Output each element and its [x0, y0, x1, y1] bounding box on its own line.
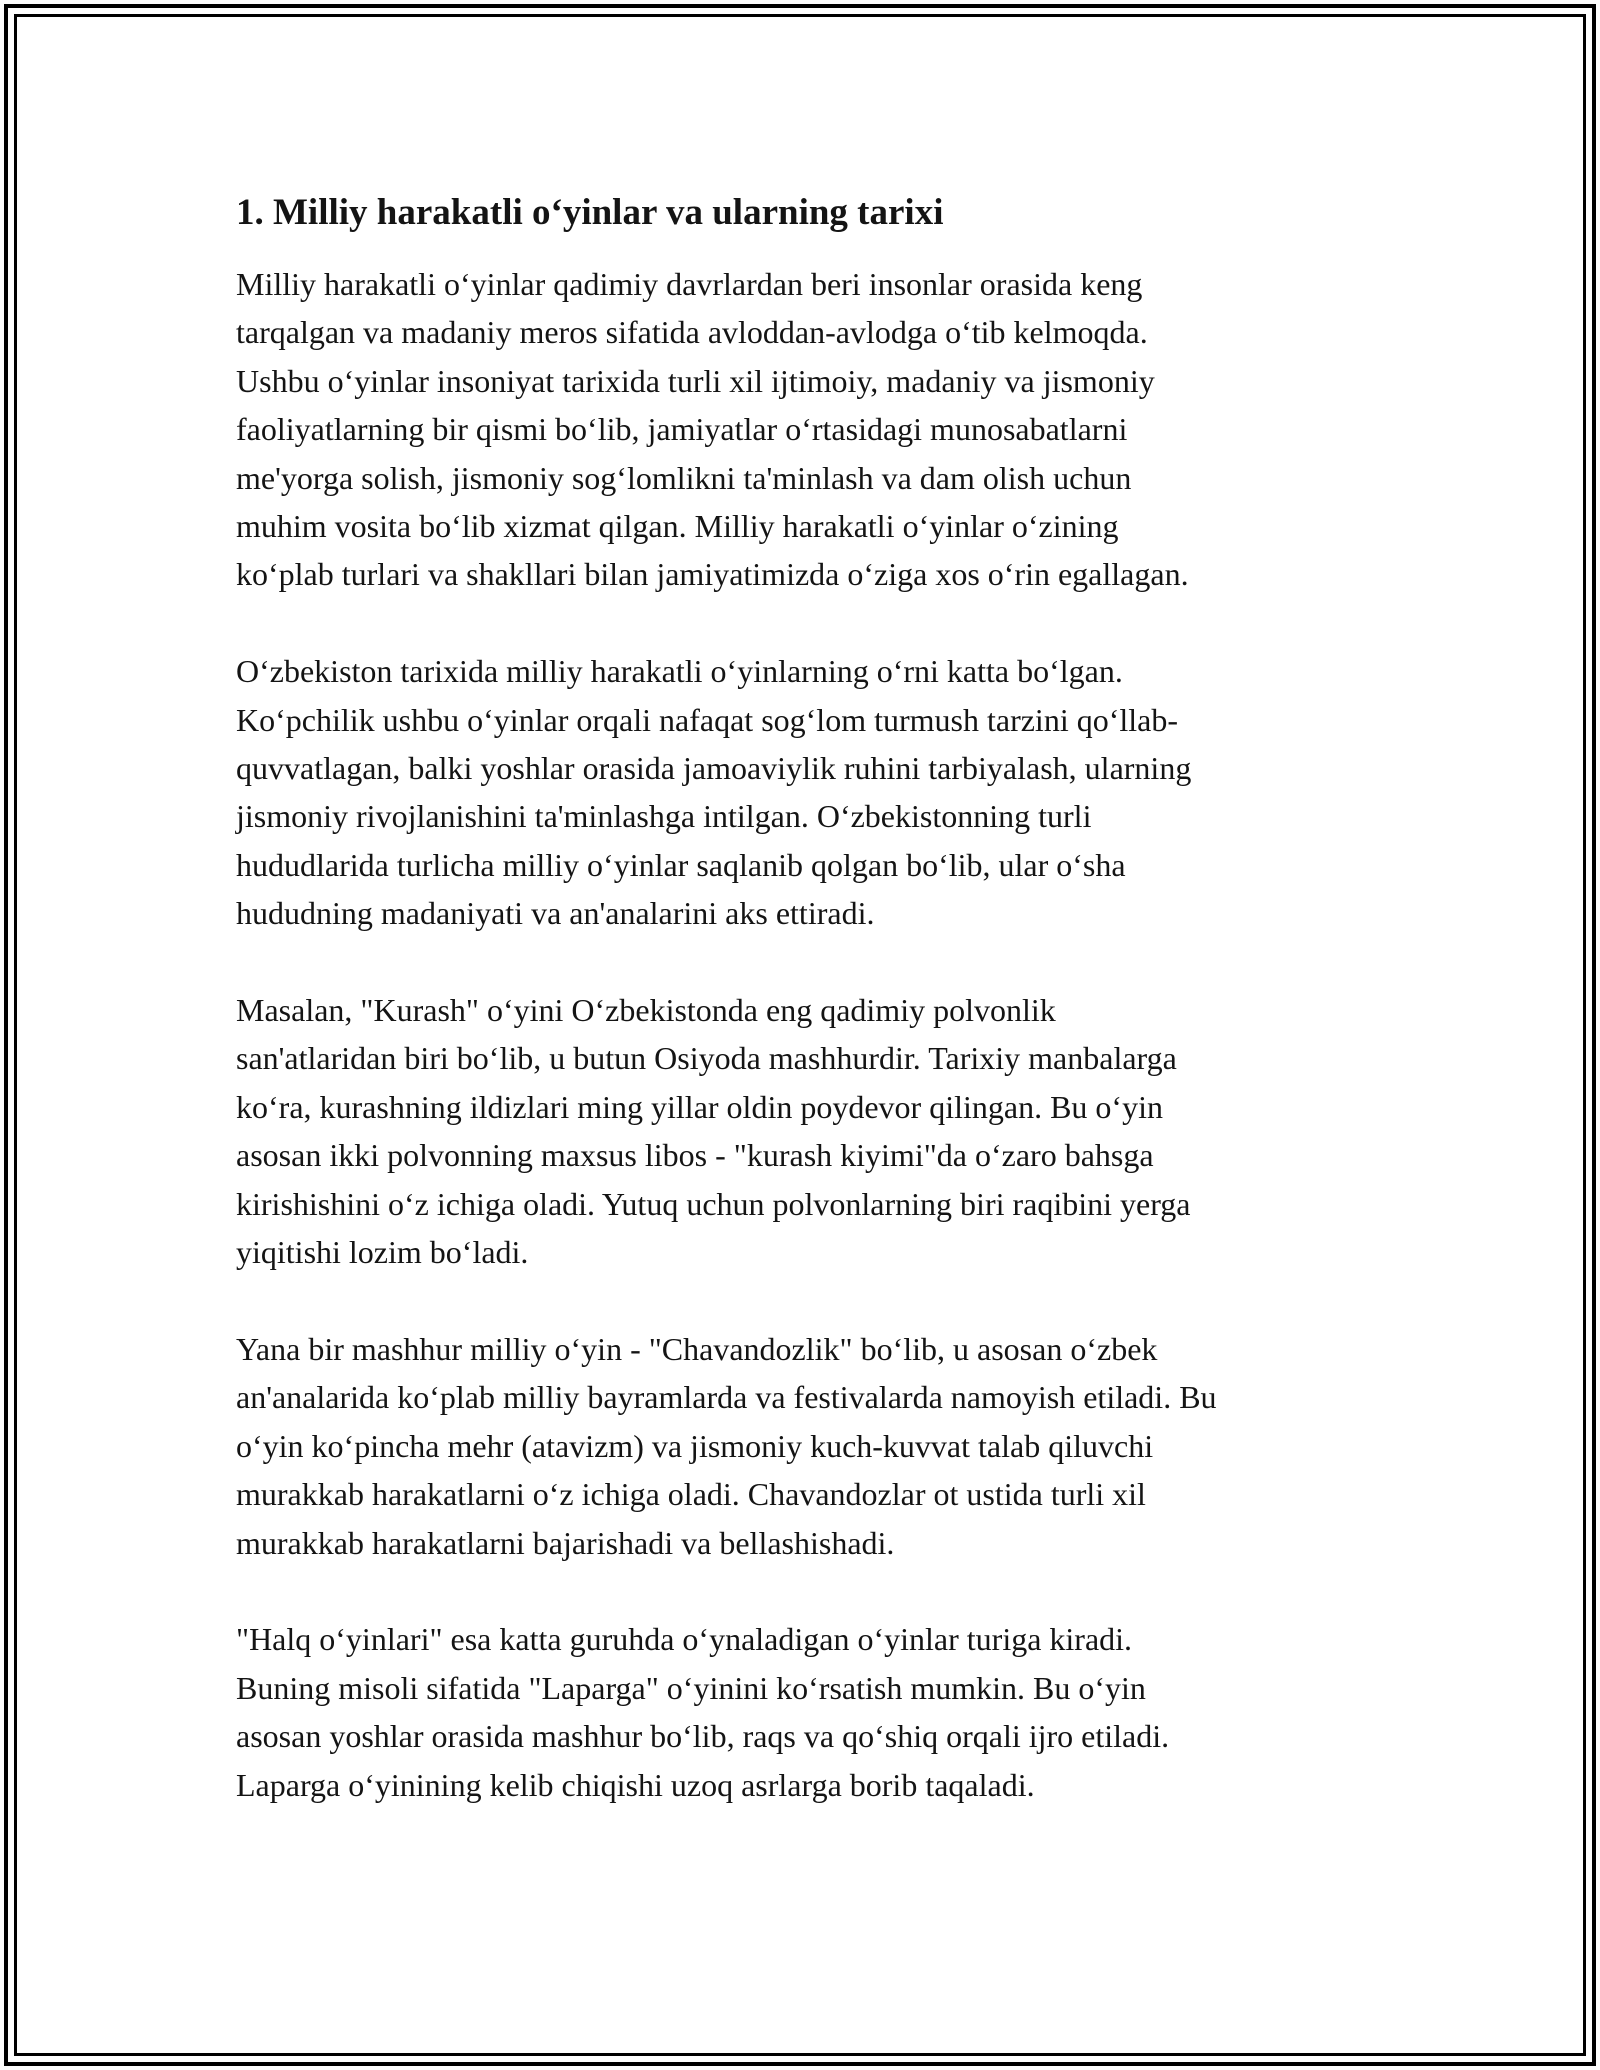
paragraph-line: kirishishini o‘z ichiga oladi. Yutuq uchun polvonlarning biri raqibini yerga — [236, 1185, 1191, 1222]
paragraph-line: me'yorga solish, jismoniy sog‘lomlikni ta'minlash va dam olish uchun — [236, 459, 1132, 496]
paragraph-line: hududning madaniyati va an'analarini aks ettiradi. — [236, 895, 875, 932]
paragraph-line: yiqitishi lozim bo‘ladi. — [236, 1234, 529, 1271]
paragraph-line: asosan yoshlar orasida mashhur bo‘lib, raqs va qo‘shiq orqali ijro etiladi. — [236, 1718, 1170, 1755]
paragraph-line: hududlarida turlicha milliy o‘yinlar saqlanib qolgan bo‘lib, ular o‘sha — [236, 846, 1126, 883]
paragraph-line: Masalan, "Kurash" o‘yini O‘zbekistonda eng qadimiy polvonlik — [236, 992, 1056, 1029]
paragraph-line: Ko‘pchilik ushbu o‘yinlar orqali nafaqat sog‘lom turmush tarzini qo‘llab- — [236, 701, 1178, 738]
paragraph-line: Yana bir mashhur milliy o‘yin - "Chavandozlik" bo‘lib, u asosan o‘zbek — [236, 1330, 1158, 1367]
paragraph-line: O‘zbekiston tarixida milliy harakatli o‘yinlarning o‘rni katta bo‘lgan. — [236, 653, 1123, 690]
paragraph-line: "Halq o‘yinlari" esa katta guruhda o‘ynaladigan o‘yinlar turiga kiradi. — [236, 1621, 1133, 1658]
paragraph-line: faoliyatlarning bir qismi bo‘lib, jamiyatlar o‘rtasidagi munosabatlarni — [236, 411, 1128, 448]
paragraph-line: murakkab harakatlarni bajarishadi va bellashishadi. — [236, 1524, 895, 1561]
paragraph-line: jismoniy rivojlanishini ta'minlashga intilgan. O‘zbekistonning turli — [236, 798, 1092, 835]
page-title: 1. Milliy harakatli o‘yinlar va ularning tarixi — [236, 192, 944, 233]
paragraph — [236, 260, 1366, 599]
paragraph — [236, 1615, 1366, 1809]
paragraph-line: o‘yin ko‘pincha mehr (atavizm) va jismoniy kuch-kuvvat talab qiluvchi — [236, 1427, 1154, 1464]
paragraph-line: murakkab harakatlarni o‘z ichiga oladi. Chavandozlar ot ustida turli xil — [236, 1476, 1146, 1513]
paragraph-line: asosan ikki polvonning maxsus libos - "kurash kiyimi"da o‘zaro bahsga — [236, 1137, 1154, 1174]
paragraph-line: ko‘plab turlari va shakllari bilan jamiyatimizda o‘ziga xos o‘rin egallagan. — [236, 556, 1189, 593]
document-body — [236, 186, 1366, 1857]
paragraph — [236, 647, 1366, 937]
paragraph-line: Laparga o‘yinining kelib chiqishi uzoq asrlarga borib taqaladi. — [236, 1766, 1035, 1803]
paragraph-line: ko‘ra, kurashning ildizlari ming yillar oldin poydevor qilingan. Bu o‘yin — [236, 1088, 1163, 1125]
paragraph-line: Buning misoli sifatida "Laparga" o‘yinini ko‘rsatish mumkin. Bu o‘yin — [236, 1669, 1146, 1706]
paragraph-line: Ushbu o‘yinlar insoniyat tarixida turli xil ijtimoiy, madaniy va jismoniy — [236, 362, 1155, 399]
paragraph-list — [236, 260, 1366, 1809]
paragraph — [236, 986, 1366, 1276]
paragraph-line: quvvatlagan, balki yoshlar orasida jamoaviylik ruhini tarbiyalash, ularning — [236, 750, 1192, 787]
paragraph-line: muhim vosita bo‘lib xizmat qilgan. Milliy harakatli o‘yinlar o‘zining — [236, 508, 1119, 545]
paragraph-line: tarqalgan va madaniy meros sifatida avloddan-avlodga o‘tib kelmoqda. — [236, 314, 1148, 351]
paragraph — [236, 1325, 1366, 1567]
paragraph-line: san'atlaridan biri bo‘lib, u butun Osiyoda mashhurdir. Tarixiy manbalarga — [236, 1040, 1177, 1077]
paragraph-line: Milliy harakatli o‘yinlar qadimiy davrlardan beri insonlar orasida keng — [236, 266, 1143, 302]
paragraph-line: an'analarida ko‘plab milliy bayramlarda va festivalarda namoyish etiladi. Bu — [236, 1379, 1217, 1416]
